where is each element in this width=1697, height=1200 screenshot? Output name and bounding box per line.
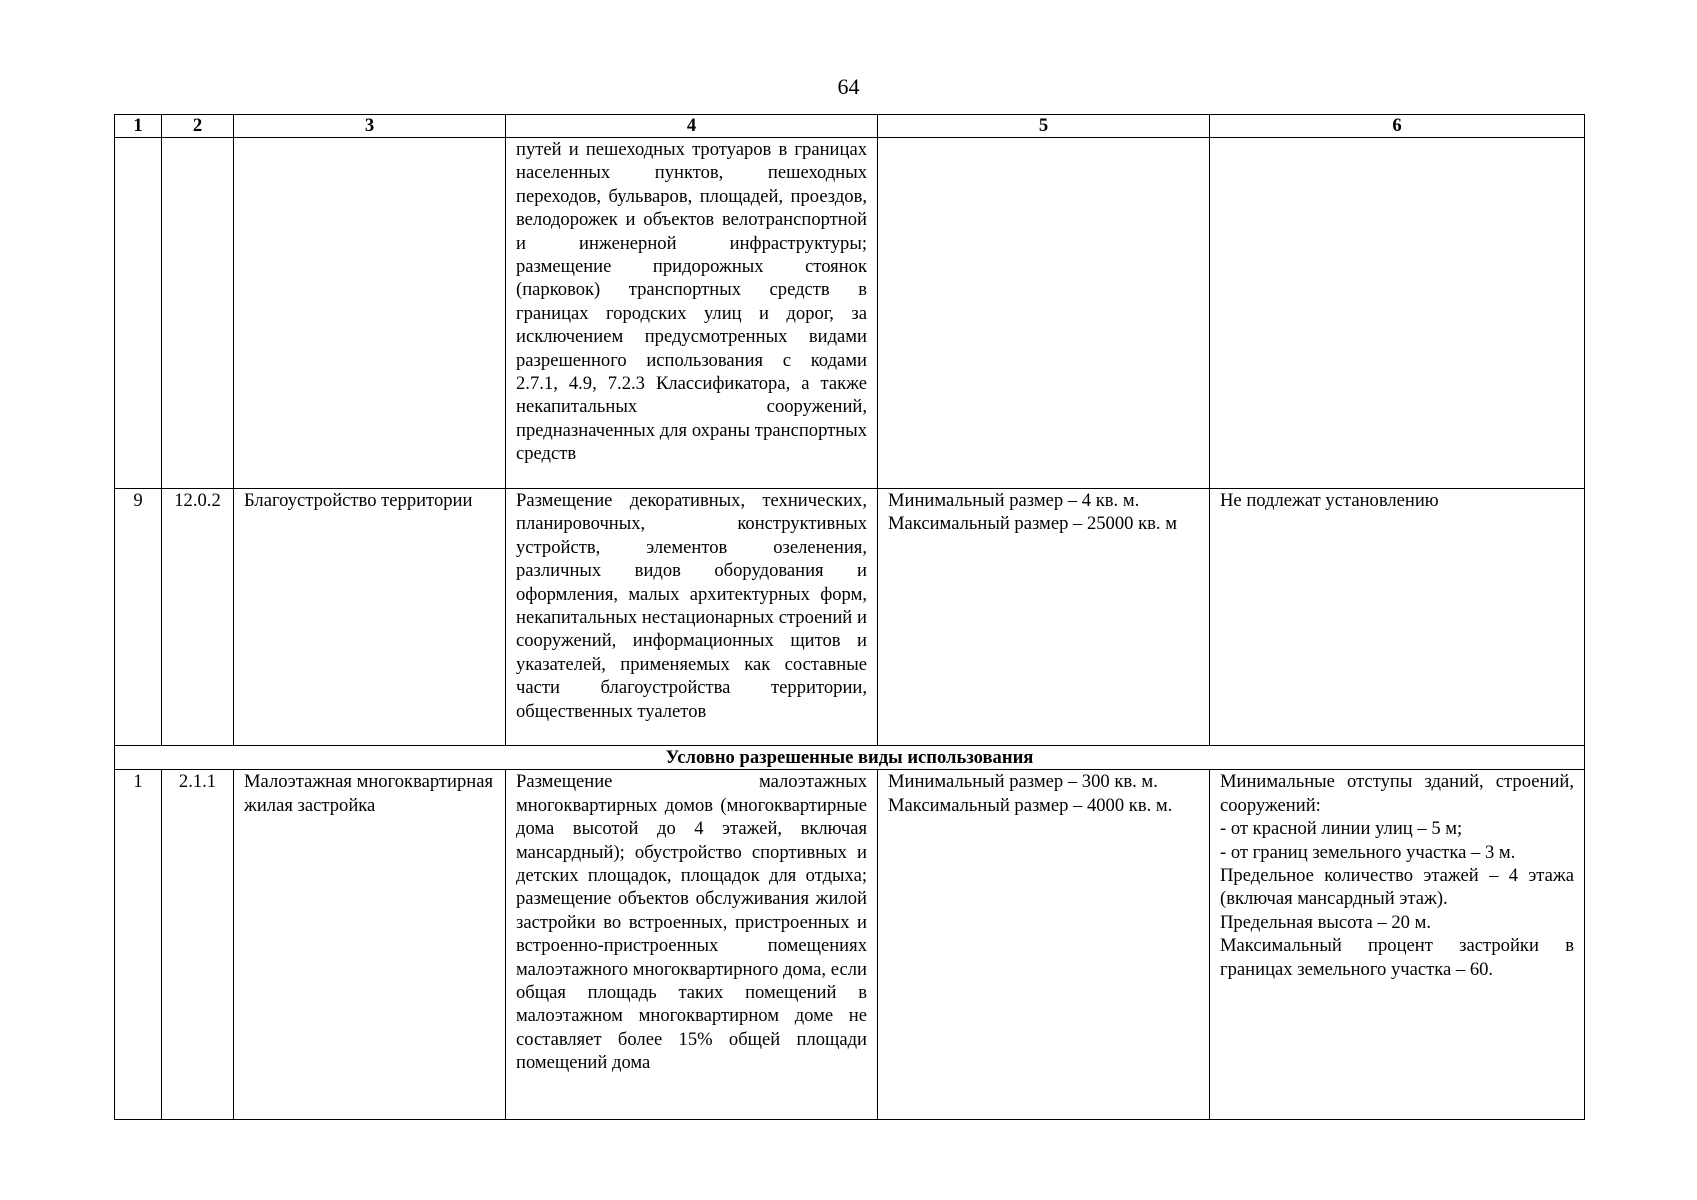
row-name-cell: Малоэтажная многоквартирная жилая застройка: [234, 770, 506, 1120]
row-name-cell: [234, 138, 506, 489]
row-name-cell: Благоустройство территории: [234, 489, 506, 746]
column-header: 1: [115, 115, 162, 138]
row-number-cell: [115, 138, 162, 489]
table-row: [115, 770, 1585, 1120]
size-min-text: Минимальный размер – 4 кв. м.: [888, 490, 1140, 511]
row-size-cell: [878, 489, 1210, 746]
row-description-cell: путей и пешеходных тротуаров в границах населенных пунктов, пешеходных переходов, бульваров, площадей, проездов, велодорожек и объектов велотранспортной и инженерной инфраструктуры; размещение придорожных стоянок (парковок) транспортных средств в границах городских улиц и дорог, за исключением предусмотренных видами разрешенного использования с кодами 2.7.1, 4.9, 7.2.3 Классификатора, а также некапитальных сооружений, предназначенных для охраны транспортных средств: [506, 138, 878, 489]
land-use-table: [114, 114, 1585, 1120]
row-code-cell: 2.1.1: [162, 770, 234, 1120]
size-min-text: Минимальный размер – 300 кв. м.: [888, 771, 1158, 793]
row-description-cell: Размещение малоэтажных многоквартирных домов (многоквартирные дома высотой до 4 этажей, включая мансардный); обустройство спортивных и детских площадок, площадок для отдыха; размещение объектов обслуживания жилой застройки во встроенных, пристроенных и встроенно-пристроенных помещениях малоэтажного многоквартирного дома, если общая площадь таких помещений в малоэтажном многоквартирном доме не составляет более 15% общей площади помещений дома: [506, 770, 878, 1120]
row-size-cell: [878, 138, 1210, 489]
row-params-cell: [1210, 138, 1585, 489]
row-number-cell: 1: [115, 770, 162, 1120]
size-max-text: Максимальный размер – 25000 кв. м: [888, 513, 1177, 535]
table-row: [115, 489, 1585, 746]
column-header: 3: [234, 115, 506, 138]
column-header-row: [115, 115, 1585, 138]
column-header: 5: [878, 115, 1210, 138]
row-number-cell: 9: [115, 489, 162, 746]
section-title: Условно разрешенные виды использования: [115, 746, 1585, 770]
page-number: 64: [837, 74, 860, 99]
row-params-cell: Не подлежат установлению: [1210, 489, 1585, 746]
row-code-cell: [162, 138, 234, 489]
section-row: [115, 746, 1585, 770]
size-max-text: Максимальный размер – 4000 кв. м.: [888, 794, 1173, 816]
column-header: 6: [1210, 115, 1585, 138]
column-header: 4: [506, 115, 878, 138]
row-code-cell: 12.0.2: [162, 489, 234, 746]
column-header: 2: [162, 115, 234, 138]
row-description-cell: Размещение декоративных, технических, планировочных, конструктивных устройств, элементов озеленения, различных видов оборудования и оформления, малых архитектурных форм, некапитальных нестационарных строений и сооружений, информационных щитов и указателей, применяемых как составные части благоустройства территории, общественных туалетов: [506, 489, 878, 746]
row-size-cell: [878, 770, 1210, 1120]
table-row: [115, 138, 1585, 489]
row-params-cell: Минимальные отступы зданий, строений, сооружений: - от красной линии улиц – 5 м; - от границ земельного участка – 3 м. Предельное количество этажей – 4 этажа (включая мансардный этаж). Предельная высота – 20 м. Максимальный процент застройки в границах земельного участка – 60.: [1210, 770, 1585, 1120]
